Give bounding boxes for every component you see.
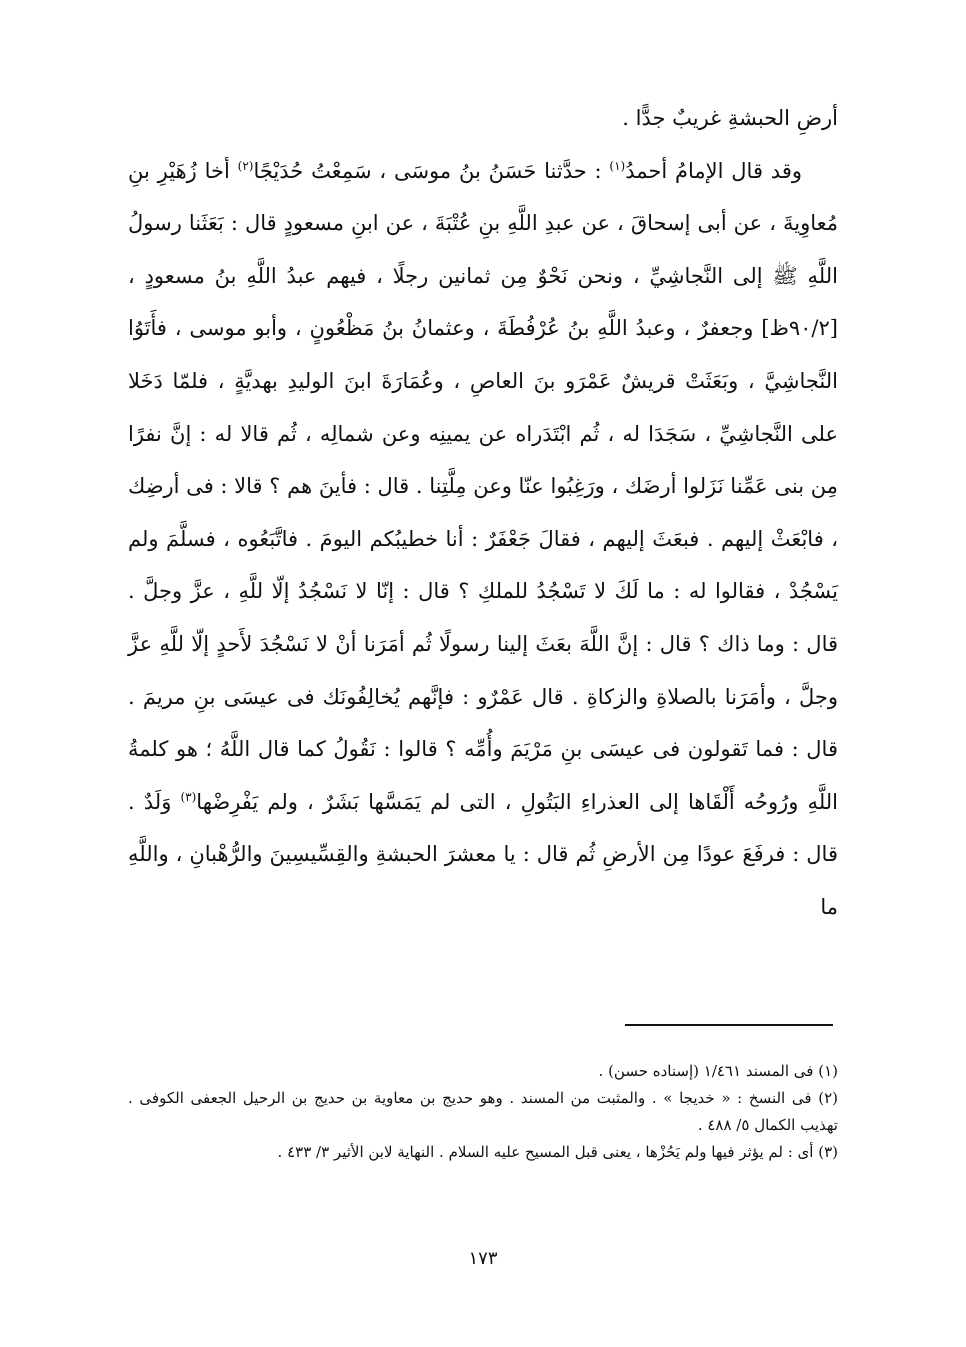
footnote-1: (١) فى المسند ١/٤٦١ (إسناده حسن) . <box>598 1062 838 1080</box>
footnote-marker-3: (٣) <box>180 789 197 804</box>
page-number: ١٧٣ <box>468 1248 498 1269</box>
paragraph <box>128 145 838 934</box>
text-run: : حدَّثنا حَسَنُ بنُ موسَى ، سَمِعْتُ حُدَيْجًا <box>253 158 610 183</box>
text-run: وَلَدٌ . قال : فرفَعَ عودًا مِن الأرضِ ثُم قال : يا معشرَ الحبشةِ والقِسِّيسِينَ والرُّهْبانِ ، واللَّهِ ما <box>128 789 838 919</box>
continuation-line: أرضِ الحبشةِ غريبٌ جدًّا . <box>622 106 838 130</box>
text-run: أخا زُهَيْرِ بنِ مُعاوِيةَ ، عن أبى إسحاقَ ، عن عبدِ اللَّهِ بنِ عُتْبَةَ ، عن ابنِ مسعودٍ قال : بَعَثَنا رسولُ اللَّهِ ﷺ إلى النَّجاشِيِّ ، ونحن نَحْوٌ مِن ثمانين رجلًا ، فيهم عبدُ اللَّهِ بنُ مسعودٍ ، [٩٠/٢ظ] وجعفرٌ ، وعبدُ اللَّهِ بنُ عُرْفُطَةَ ، وعثمانُ بنُ مَظْعُونٍ ، وأبو موسى ، فأَتَوُا النَّجاشِيَّ ، وبَعَثَتْ قريشٌ عَمْرَو بنَ العاصِ ، وعُمَارَةَ ابنَ الوليدِ بهديَّةٍ ، فلمّا دَخَلا على النَّجاشِيِّ ، سَجَدَا له ، ثُم ابْتَدَراه عن يمينِه وعن شمالِه ، ثُم قالا له : إنَّ نفرًا مِن بنى عَمِّنا نَزَلوا أرضَك ، ورَغِبُوا عنّا وعن مِلَّتِنا . قال : فأينَ هم ؟ قالا : فى أرضِك ، فابْعَثْ إليهم . فبعَثَ إليهم ، فقالَ جَعْفَرٌ : أنا خطيبُكم اليومَ . فاتَّبَعُوه ، فسلَّمَ ولم يَسْجُدْ ، فقالوا له : ما لَكَ لا تَسْجُدُ للملكِ ؟ قال : إنّا لا نَسْجُدُ إلّا للَّهِ ، عزَّ وجلَّ . قال : وما ذاك ؟ قال : إنَّ اللَّهَ بعَثَ إلينا رسولًا ثُم أمَرَنا أنْ لا نَسْجُدَ لأَحدٍ إلّا للَّهِ عزَّ وجلَّ ، وأمَرَنا بالصلاةِ والزكاةِ . قال عَمْرٌو : فإنَّهم يُخالِفُونَك فى عيسَى بنِ مريمَ . قال : فما تَقولون فى عيسَى بنِ مَرْيَمَ وأُمِّه ؟ قالوا : نَقُولُ كما قال اللَّهُ ؛ هو كلمةُ اللَّهِ ورُوحُه أَلْقَاها إلى العذراءِ البَتُولِ ، التى لم يَمَسَّها بَشَرٌ ، ولم يَفْرِضْها <box>128 158 839 814</box>
footnotes <box>128 1058 838 1166</box>
footnote-marker-2: (٢) <box>237 158 254 173</box>
main-text <box>128 92 838 934</box>
footnote-separator <box>625 1024 833 1026</box>
footnote-2: (٢) فى النسخ : « خديجا » . والمثبت من المسند . وهو حديج بن معاوية بن حديج بن الرحيل الجعفى الكوفى . تهذيب الكمال ٥/ ٤٨٨ . <box>128 1089 838 1134</box>
footnote-marker-1: (١) <box>609 158 626 173</box>
footnote-3: (٣) أى : لم يؤثر فيها ولم يَحُزْها ، يعنى قبل المسيح عليه السلام . النهاية لابن الأثير ٣/ ٤٣٣ . <box>277 1143 838 1161</box>
text-run: وقد قال الإمامُ أحمدُ <box>625 158 803 183</box>
